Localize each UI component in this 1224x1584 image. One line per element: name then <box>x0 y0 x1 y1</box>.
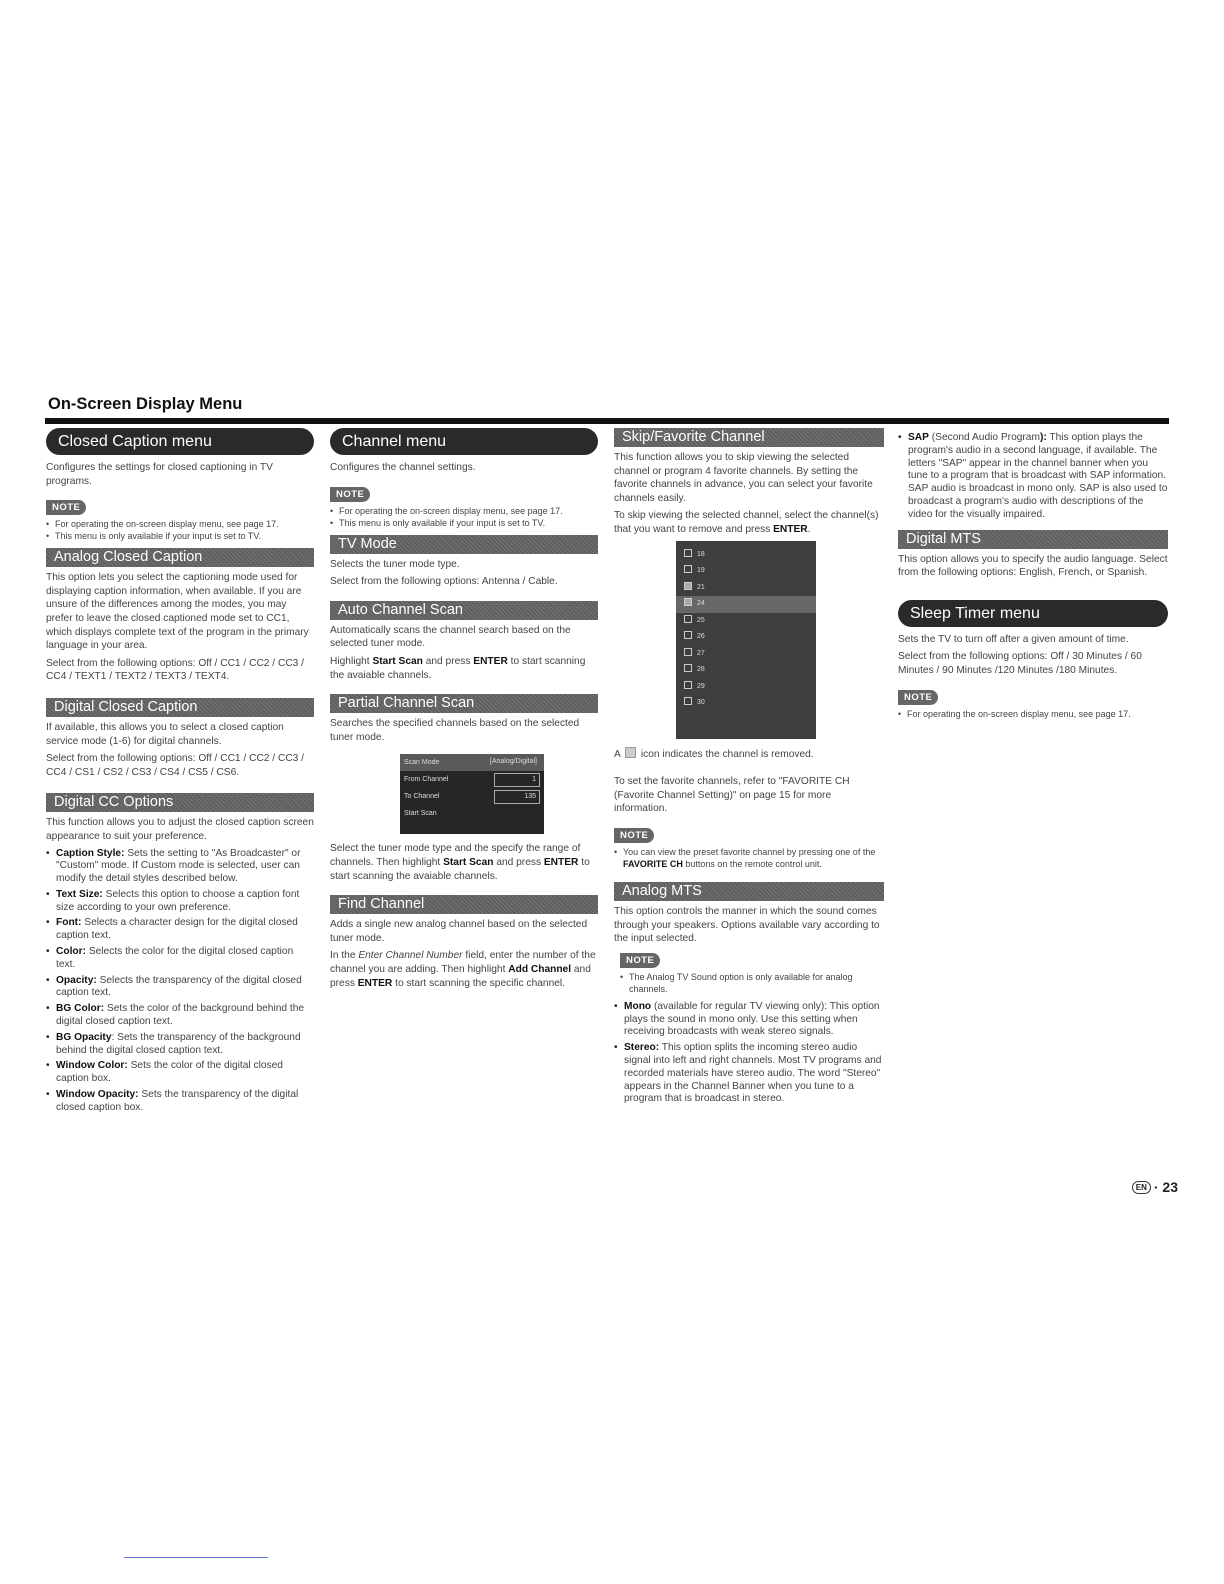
analog-closed-caption-heading: Analog Closed Caption <box>46 548 314 567</box>
tv-mode-options: Select from the following options: Antenna / Cable. <box>330 576 558 588</box>
channel-menu-heading: Channel menu <box>330 428 598 455</box>
favorite-text: To set the favorite channels, refer to "FAVORITE CH (Favorite Channel Setting)" on page 15 for more information. <box>614 776 850 815</box>
skip-favorite-channel-heading: Skip/Favorite Channel <box>614 428 884 447</box>
skip-text: This function allows you to skip viewing the selected channel or program 4 favorite channels. By setting the favorite channels in advance, you can select your favorite channels easily. <box>614 452 873 504</box>
auto-channel-scan-heading: Auto Channel Scan <box>330 601 598 620</box>
partial-scan-screen <box>400 754 544 834</box>
auto-scan-text: Automatically scans the channel search based on the selected tuner mode. <box>330 624 571 650</box>
scan-mode-row: Scan Mode [Analog/Digital] <box>400 754 544 771</box>
note-badge: NOTE <box>46 500 86 515</box>
partial-scan-text: Searches the specified channels based on the selected tuner mode. <box>330 718 580 743</box>
removed-icon-text: A icon indicates the channel is removed. <box>614 748 814 760</box>
channel-row: 25 <box>676 613 816 630</box>
digital-cc-options-heading: Digital CC Options <box>46 793 314 812</box>
option-desc: Sets the transparency of the digital closed caption box. <box>56 1089 299 1113</box>
digital-mts-heading: Digital MTS <box>898 530 1168 549</box>
channel-row: 28 <box>676 662 816 679</box>
closed-caption-intro: Configures the settings for closed captioning in TV programs. <box>46 462 273 487</box>
option-desc: Selects this option to choose a caption font size according to your own preference. <box>56 888 300 913</box>
checkbox-icon <box>684 549 692 557</box>
analog-mts-text: This option controls the manner in which the sound comes through your speakers. Options available vary according to the input selected. <box>614 905 880 945</box>
checkbox-icon <box>684 664 692 672</box>
option-item: • Mono (available for regular TV viewing only): This option plays the sound in mono only. Use this setting when receiving broadcasts with weak stereo signals. <box>614 1001 884 1039</box>
auto-scan-instructions: Highlight Start Scan and press ENTER to start scanning the avaiable channels. <box>330 655 586 681</box>
option-item <box>46 1003 314 1029</box>
scan-mode-value: [Analog/Digital] <box>489 758 537 766</box>
channel-row: 29 <box>676 679 816 696</box>
note-list <box>614 846 884 870</box>
checkbox-icon <box>684 697 692 705</box>
option-term: BG Color: <box>56 1003 105 1015</box>
sap-option-list <box>898 432 1168 522</box>
digital-cc-text: If available, this allows you to select a closed caption service mode (1-6) for digital channels. <box>46 721 284 747</box>
note-list <box>898 708 1168 720</box>
option-item <box>46 1089 314 1115</box>
option-item: • Stereo: This option splits the incoming stereo audio signal into left and right channels. Most TV programs and recorded materials have stereo audio. The word "Stereo" appears in the Channel Banner when you tune to a program that is broadcast in stereo. <box>614 1042 884 1106</box>
option-term: Text Size: <box>56 888 103 900</box>
column-2 <box>330 428 598 994</box>
analog-mts-heading: Analog MTS <box>614 882 884 901</box>
note-list <box>46 518 314 542</box>
option-item <box>46 1032 314 1058</box>
channel-row: 18 <box>676 547 816 564</box>
option-item <box>46 946 314 972</box>
find-channel-heading: Find Channel <box>330 895 598 914</box>
note-badge: NOTE <box>898 690 938 705</box>
mts-option-list <box>614 1001 884 1106</box>
from-channel-row: From Channel 1 <box>400 771 544 788</box>
find-channel-instructions: In the Enter Channel Number field, enter the number of the channel you are adding. Then highlight Add Channel and press ENTER to start scanning the specific channel. <box>330 950 596 989</box>
to-channel-value: 135 <box>494 790 540 804</box>
option-item <box>46 848 314 886</box>
channel-row: 26 <box>676 629 816 646</box>
note-item: • This menu is only available if your input is set to TV. <box>46 530 314 542</box>
channel-row-selected: 24 <box>676 596 816 613</box>
option-term: BG Opacity <box>56 1031 112 1043</box>
option-term: Opacity: <box>56 974 97 986</box>
channel-row: 30 <box>676 695 816 712</box>
option-desc: Selects a character design for the digital closed caption text. <box>56 917 298 942</box>
partial-scan-instructions: Select the tuner mode type and the specify the range of channels. Then highlight Start Scan and press ENTER to start scanning the avaiable channels. <box>330 843 590 882</box>
en-language-icon: EN <box>1132 1181 1151 1194</box>
note-badge: NOTE <box>620 953 660 968</box>
column-4 <box>898 428 1168 724</box>
column-3 <box>614 428 884 1110</box>
note-list <box>330 505 598 529</box>
start-scan-row: Start Scan <box>404 810 437 818</box>
tv-mode-heading: TV Mode <box>330 535 598 554</box>
option-term: Color: <box>56 946 86 958</box>
digital-closed-caption-heading: Digital Closed Caption <box>46 698 314 717</box>
to-channel-row: To Channel 135 <box>400 788 544 805</box>
note-item: • For operating the on-screen display menu, see page 17. <box>330 505 598 517</box>
option-term: Caption Style: <box>56 847 125 859</box>
sleep-timer-menu-heading: Sleep Timer menu <box>898 600 1168 627</box>
checkbox-icon <box>684 565 692 573</box>
note-list <box>620 971 884 995</box>
option-desc: Sets the color of the background behind the digital closed caption text. <box>56 1003 305 1028</box>
page-footer: EN · 23 <box>1132 1179 1178 1195</box>
option-desc: Sets the color of the digital closed caption box. <box>56 1060 283 1085</box>
checkbox-icon <box>684 631 692 639</box>
note-item: • The Analog TV Sound option is only available for analog channels. <box>620 971 884 995</box>
digital-cc-option-list <box>46 848 314 1115</box>
note-item: • This menu is only available if your input is set to TV. <box>330 517 598 529</box>
removed-icon <box>625 747 636 758</box>
channel-list-screen <box>676 541 816 739</box>
option-item <box>46 917 314 943</box>
option-term: Font: <box>56 917 82 929</box>
from-channel-value: 1 <box>494 773 540 787</box>
column-1 <box>46 428 314 1119</box>
option-desc: Selects the transparency of the digital closed caption text. <box>56 974 302 999</box>
checkbox-icon <box>684 681 692 689</box>
analog-cc-options: Select from the following options: Off / CC1 / CC2 / CC3 / CC4 / TEXT1 / TEXT2 / TEXT3 / TEXT4. <box>46 657 305 683</box>
option-item: • SAP (Second Audio Program): This option plays the program's audio in a second language, if available. The letters "SAP" appear in the channel banner when you tune to a program that is broadcast with SAP information. SAP audio is broadcast in mono only. SAP is also used to broadcast a program's audio with descriptions of the video for the visually impaired. <box>898 432 1168 522</box>
checkbox-icon <box>684 615 692 623</box>
find-channel-text: Adds a single new analog channel based on the selected tuner mode. <box>330 919 588 944</box>
footnote-rule <box>124 1557 268 1558</box>
sleep-options: Select from the following options: Off / 30 Minutes / 60 Minutes / 90 Minutes /120 Minutes /180 Minutes. <box>898 651 1142 676</box>
channel-row: 27 <box>676 646 816 663</box>
page-number: 23 <box>1162 1179 1178 1195</box>
note-item: • You can view the preset favorite channel by pressing one of the FAVORITE CH buttons on the remote control unit. <box>614 846 884 870</box>
partial-channel-scan-heading: Partial Channel Scan <box>330 694 598 713</box>
skip-instructions: To skip viewing the selected channel, select the channel(s) that you want to remove and press ENTER. <box>614 510 879 535</box>
digital-cc-options-intro: This function allows you to adjust the closed caption screen appearance to suit your preference. <box>46 817 314 842</box>
title-rule <box>45 418 1169 424</box>
removed-checkbox-icon <box>684 598 692 606</box>
page-title: On-Screen Display Menu <box>48 395 243 413</box>
option-desc: Sets the setting to "As Broadcaster" or "Custom" mode. If Custom mode is selected, user can modify the detail styles described below. <box>56 847 301 885</box>
note-item: • For operating the on-screen display menu, see page 17. <box>898 708 1168 720</box>
note-item: • For operating the on-screen display menu, see page 17. <box>46 518 314 530</box>
option-item <box>46 889 314 915</box>
option-term: Window Color: <box>56 1060 128 1072</box>
channel-row: 21 <box>676 580 816 597</box>
digital-cc-options: Select from the following options: Off / CC1 / CC2 / CC3 / CC4 / CS1 / CS2 / CS3 / CS4 / CS5 / CS6. <box>46 753 305 778</box>
option-item <box>46 1060 314 1086</box>
analog-cc-text: This option lets you select the captioning mode used for displaying caption information, when available. If you are unsure of the differences among the modes, you may prefer to leave the closed captioned mode set to CC1, which displays complete text of the program in the primary language in your area. <box>46 572 309 652</box>
closed-caption-menu-heading: Closed Caption menu <box>46 428 314 455</box>
option-desc: : Sets the transparency of the background behind the digital closed caption text. <box>56 1031 301 1056</box>
digital-mts-text: This option allows you to specify the audio language. Select from the following options: English, French, or Spanish. <box>898 553 1168 579</box>
channel-intro: Configures the channel settings. <box>330 462 476 473</box>
tv-mode-text: Selects the tuner mode type. <box>330 558 460 570</box>
removed-checkbox-icon <box>684 582 692 590</box>
sleep-text: Sets the TV to turn off after a given amount of time. <box>898 633 1129 645</box>
note-badge: NOTE <box>614 828 654 843</box>
option-item <box>46 975 314 1001</box>
note-badge: NOTE <box>330 487 370 502</box>
checkbox-icon <box>684 648 692 656</box>
channel-row: 19 <box>676 563 816 580</box>
option-desc: Selects the color for the digital closed caption text. <box>56 946 294 970</box>
option-term: Window Opacity: <box>56 1089 139 1101</box>
